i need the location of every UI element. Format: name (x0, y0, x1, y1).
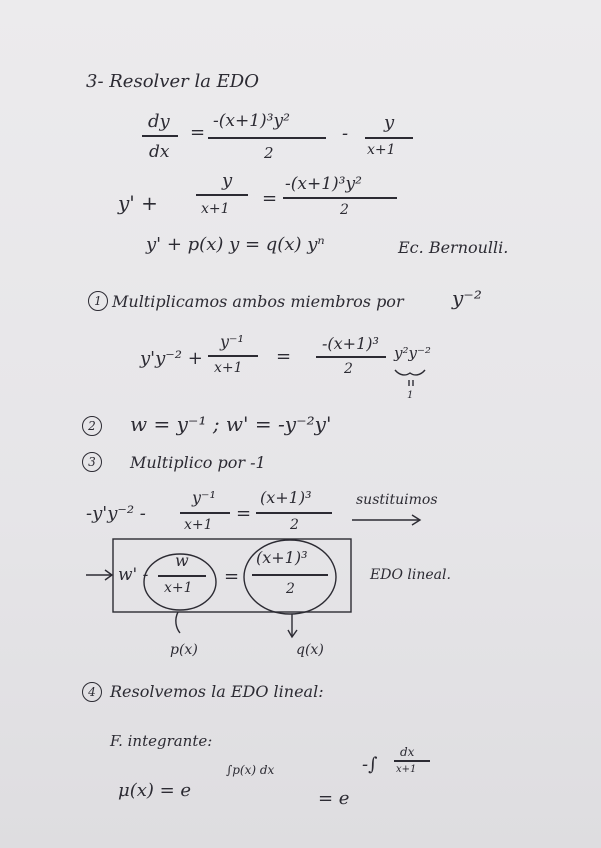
step3-rhs-bar (256, 512, 332, 514)
step3-lhs: -y'y⁻² - (86, 503, 146, 524)
step1-frac-bar (208, 355, 258, 357)
step4-eq2: = e (318, 788, 350, 809)
step1-one: 1 (407, 390, 414, 401)
eq1-rhs1-den: 2 (264, 144, 274, 162)
step1-rhs-bar (316, 356, 386, 358)
step4-number: 4 (82, 682, 102, 702)
eq1-dx: dx (149, 142, 170, 162)
eq2-rhs-num: -(x+1)³y² (285, 174, 362, 194)
problem-title: 3- Resolver la EDO (86, 71, 259, 92)
eq1-dy: dy (148, 111, 170, 132)
step4-exp2-num: dx (400, 745, 415, 759)
step3-text: Multiplico por -1 (130, 453, 266, 472)
linear-frac-num: w (175, 551, 189, 570)
eq2-rhs-bar (283, 197, 397, 199)
eq1-rhs2-num: y (384, 112, 395, 133)
step1-factor: y⁻² (452, 286, 482, 310)
step1-number: 1 (88, 291, 108, 311)
eq2-lhs: y' + (118, 191, 158, 215)
eq1-rhs2-bar (365, 137, 413, 139)
step3-equals: = (236, 503, 252, 524)
step1-frac-num: y⁻¹ (220, 332, 244, 351)
eq2-den: x+1 (201, 201, 230, 217)
step1-rhs-tail: y²y⁻² (394, 344, 431, 362)
linear-lhs: w' - (118, 565, 149, 585)
linear-rhs-bar (252, 574, 328, 576)
linear-p-label: p(x) (170, 642, 198, 658)
linear-equals: = (224, 566, 240, 587)
step4-mu-exponent: ∫p(x) dx (226, 763, 275, 777)
eq2-rhs-den: 2 (340, 202, 349, 218)
linear-rhs-num: (x+1)³ (256, 548, 308, 567)
linear-frac-bar (158, 575, 206, 577)
step4-factor-label: F. integrante: (110, 732, 213, 750)
step3-frac-num: y⁻¹ (192, 488, 216, 507)
step4-exp2: -∫ (362, 754, 378, 775)
step3-frac-bar (180, 512, 230, 514)
step3-frac-den: x+1 (184, 517, 213, 533)
step3-note: sustituimos (356, 492, 438, 508)
eq2-bar (196, 194, 248, 196)
step2-number: 2 (82, 416, 102, 436)
step3-rhs-num: (x+1)³ (260, 488, 312, 507)
step3-number: 3 (82, 452, 102, 472)
step4-mu: μ(x) = e (118, 780, 192, 801)
step1-lhs: y'y⁻² + (140, 348, 203, 369)
eq1-fraction-bar (142, 135, 178, 137)
eq1-rhs1-num: -(x+1)³y² (213, 111, 290, 131)
step4-exp2-bar (394, 760, 430, 762)
step3-rhs-den: 2 (290, 517, 299, 533)
p-pointer (176, 612, 180, 633)
eq2-equals: = (262, 188, 278, 209)
underbrace (395, 370, 425, 375)
linear-rhs-den: 2 (286, 581, 295, 597)
bernoulli-note: Ec. Bernoulli. (398, 238, 509, 257)
linear-frac-den: x+1 (164, 580, 193, 596)
eq1-rhs1-bar (208, 137, 326, 139)
bernoulli-form: y' + p(x) y = q(x) yⁿ (146, 234, 325, 255)
linear-note: EDO lineal. (370, 567, 451, 583)
eq1-minus: - (342, 123, 349, 144)
step1-equals: = (276, 346, 292, 367)
step2-text: w = y⁻¹ ; w' = -y⁻²y' (130, 412, 332, 436)
linear-q-label: q(x) (296, 642, 324, 658)
step4-exp2-den: x+1 (396, 764, 417, 775)
step4-text: Resolvemos la EDO lineal: (110, 682, 324, 701)
eq1-equals: = (190, 122, 206, 143)
eq2-num: y (222, 170, 233, 191)
step1-text: Multiplicamos ambos miembros por (112, 292, 404, 311)
step1-rhs-num: -(x+1)³ (322, 334, 379, 353)
step1-frac-den: x+1 (214, 360, 243, 376)
step1-rhs-den: 2 (344, 361, 353, 377)
eq1-rhs2-den: x+1 (367, 142, 396, 158)
